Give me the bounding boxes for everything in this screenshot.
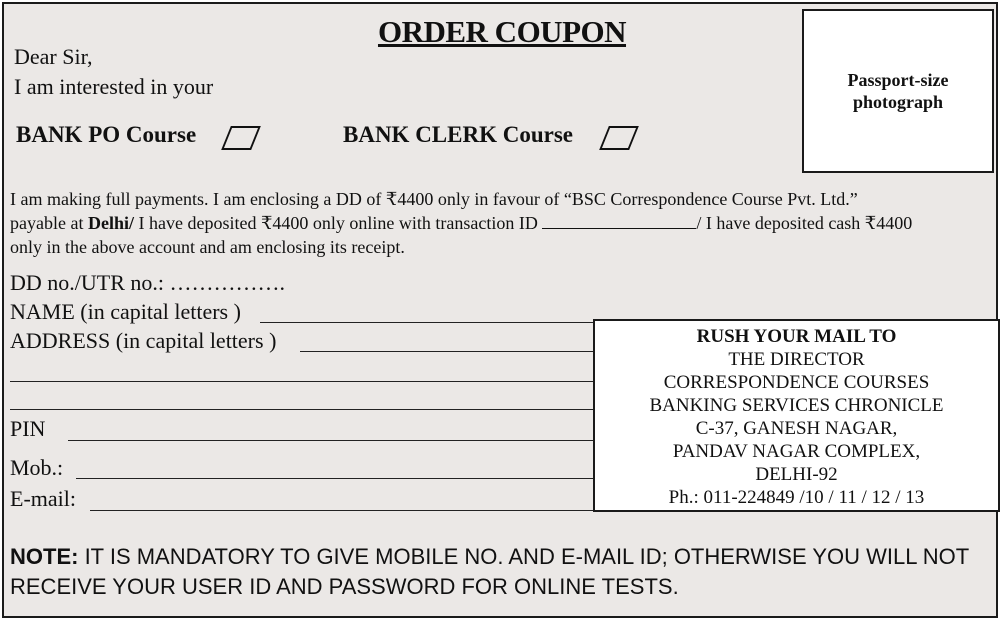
greeting-line-2: I am interested in your <box>14 74 214 99</box>
pin-label: PIN <box>10 416 46 441</box>
name-field[interactable] <box>260 322 593 323</box>
bank-po-checkbox[interactable] <box>221 126 261 150</box>
payment-line-2-mid: I have deposited ₹4400 only online with transaction ID <box>133 213 543 233</box>
mandatory-note <box>10 542 990 602</box>
address-field-line-3[interactable] <box>10 409 593 410</box>
mail-to-line: DELHI-92 <box>755 464 838 485</box>
bank-po-course-label: BANK PO Course <box>16 122 197 147</box>
mail-to-line: C-37, GANESH NAGAR, <box>695 418 898 439</box>
mobile-label: Mob.: <box>10 455 64 480</box>
mail-to-line: THE DIRECTOR <box>728 349 865 370</box>
dd-utr-label: DD no./UTR no.: ……………. <box>10 270 285 295</box>
note-text: IT IS MANDATORY TO GIVE MOBILE NO. AND E-MAIL ID; OTHERWISE YOU WILL NOT RECEIVE YOUR USER ID AND PASSWORD FOR ONLINE TESTS. <box>10 544 969 599</box>
payment-line-2-post: / I have deposited cash ₹4400 <box>696 213 913 233</box>
greeting-line-1: Dear Sir, <box>14 44 93 69</box>
passport-photo-box <box>802 9 994 173</box>
email-label: E-mail: <box>10 486 76 511</box>
pin-field[interactable] <box>68 440 593 441</box>
payment-line-2 <box>10 211 996 235</box>
email-field[interactable] <box>90 510 593 511</box>
note-label: NOTE: <box>10 544 79 569</box>
mail-to-heading: RUSH YOUR MAIL TO <box>696 326 897 347</box>
mail-to-phone: Ph.: 011-224849 /10 / 11 / 12 / 13 <box>668 487 925 508</box>
mail-to-line: CORRESPONDENCE COURSES <box>663 372 930 393</box>
name-label: NAME (in capital letters ) <box>10 299 241 324</box>
address-field-line-1[interactable] <box>300 351 593 352</box>
passport-photo-label: Passport-size photograph <box>847 70 949 112</box>
mail-to-box <box>593 319 1000 512</box>
payment-place: Delhi/ <box>87 213 134 233</box>
payment-line-3: only in the above account and am enclosing its receipt. <box>10 237 405 257</box>
address-label: ADDRESS (in capital letters ) <box>10 328 277 353</box>
payment-line-1: I am making full payments. I am enclosing a DD of ₹4400 only in favour of “BSC Correspondence Course Pvt. Ltd.” <box>10 189 858 209</box>
mail-to-line: BANKING SERVICES CHRONICLE <box>649 395 944 416</box>
address-field-line-2[interactable] <box>10 381 593 382</box>
transaction-id-field[interactable] <box>542 214 696 229</box>
coupon-title: ORDER COUPON <box>377 14 627 49</box>
mobile-field[interactable] <box>76 478 593 479</box>
mail-to-line: PANDAV NAGAR COMPLEX, <box>672 441 921 462</box>
payment-line-2-pre: payable at <box>10 213 88 233</box>
bank-clerk-checkbox[interactable] <box>599 126 639 150</box>
bank-clerk-course-label: BANK CLERK Course <box>343 122 574 147</box>
order-coupon <box>2 2 998 618</box>
